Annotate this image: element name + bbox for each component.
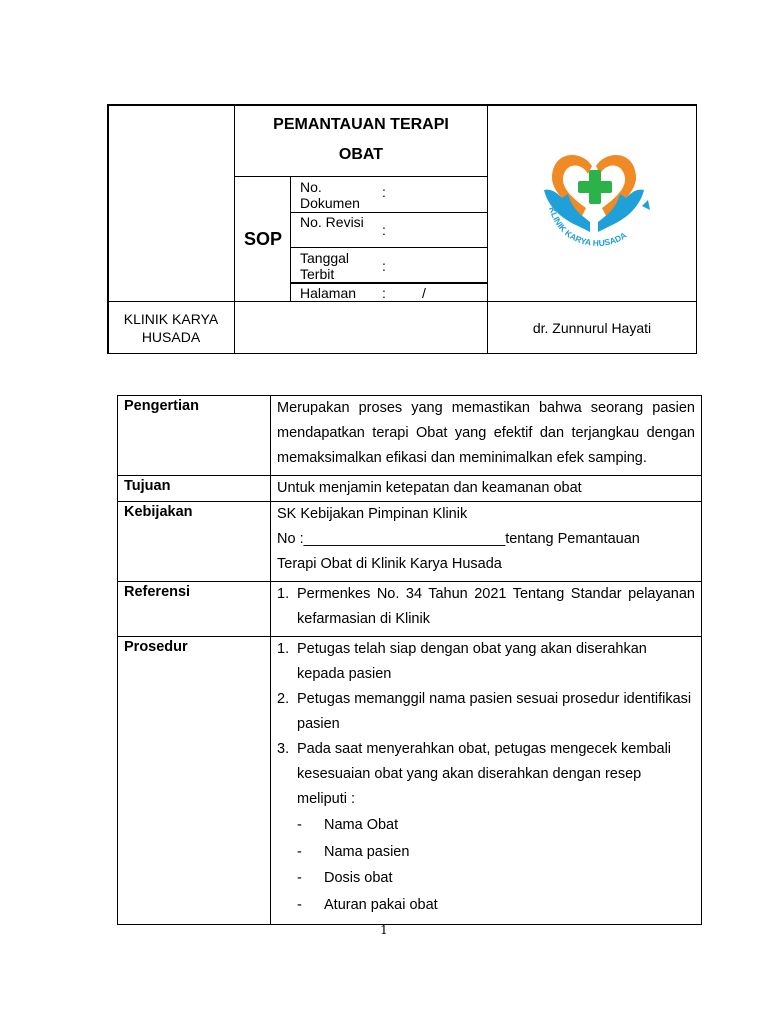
row-tujuan [118, 476, 702, 502]
list-item: 2. Petugas memanggil nama pasien sesuai prosedur identifikasi pasien [277, 691, 692, 732]
doctor-name: dr. Zunnurul Hayati [532, 320, 652, 336]
title-line-2: OBAT [338, 146, 384, 163]
clinic-logo [538, 148, 650, 252]
list-item: 1. Permenkes No. 34 Tahun 2021 Tentang Standar pelayanan kefarmasian di Klinik [277, 586, 695, 627]
row-kebijakan [118, 502, 702, 582]
sub-item: - Nama pasien [297, 843, 410, 860]
clinic-name: KLINIK KARYA HUSADA [123, 311, 219, 345]
label-pengertian: Pengertian [118, 396, 271, 476]
value-prosedur [271, 637, 702, 925]
label-referensi: Referensi [118, 582, 271, 637]
label-kebijakan: Kebijakan [118, 502, 271, 582]
page-number: 1 [380, 923, 388, 937]
sub-item: - Nama Obat [297, 817, 399, 833]
value-referensi [271, 582, 702, 637]
list-item: 3. Pada saat menyerahkan obat, petugas mengecek kembali kesesuaian obat yang akan diserahkan dengan resep meliputi : [277, 741, 672, 807]
list-item: 1. Petugas telah siap dengan obat yang akan diserahkan kepada pasien [277, 641, 647, 682]
document-title [236, 106, 486, 174]
row-prosedur [118, 637, 702, 925]
logo-text: KLINIK KARYA HUSADA [547, 205, 629, 249]
label-prosedur: Prosedur [118, 637, 271, 925]
sop-label: SOP [243, 228, 282, 249]
label-tujuan: Tujuan [118, 476, 271, 502]
title-line-1: PEMANTAUAN TERAPI [273, 116, 449, 133]
value-kebijakan: SK Kebijakan Pimpinan Klinik No :_________________________tentang Pemantauan Terapi Obat di Klinik Karya Husada [271, 502, 702, 582]
row-referensi [118, 582, 702, 637]
row-pengertian [118, 396, 702, 476]
sub-item: - Dosis obat [297, 870, 393, 886]
value-tujuan: Untuk menjamin ketepatan dan keamanan obat [271, 476, 702, 502]
value-pengertian: Merupakan proses yang memastikan bahwa seorang pasien mendapatkan terapi Obat yang efektif dan terjangkau dengan memaksimalkan efikasi dan meminimalkan efek samping. [271, 396, 702, 476]
sop-content-table [117, 395, 702, 925]
sub-item: - Aturan pakai obat [297, 896, 438, 913]
